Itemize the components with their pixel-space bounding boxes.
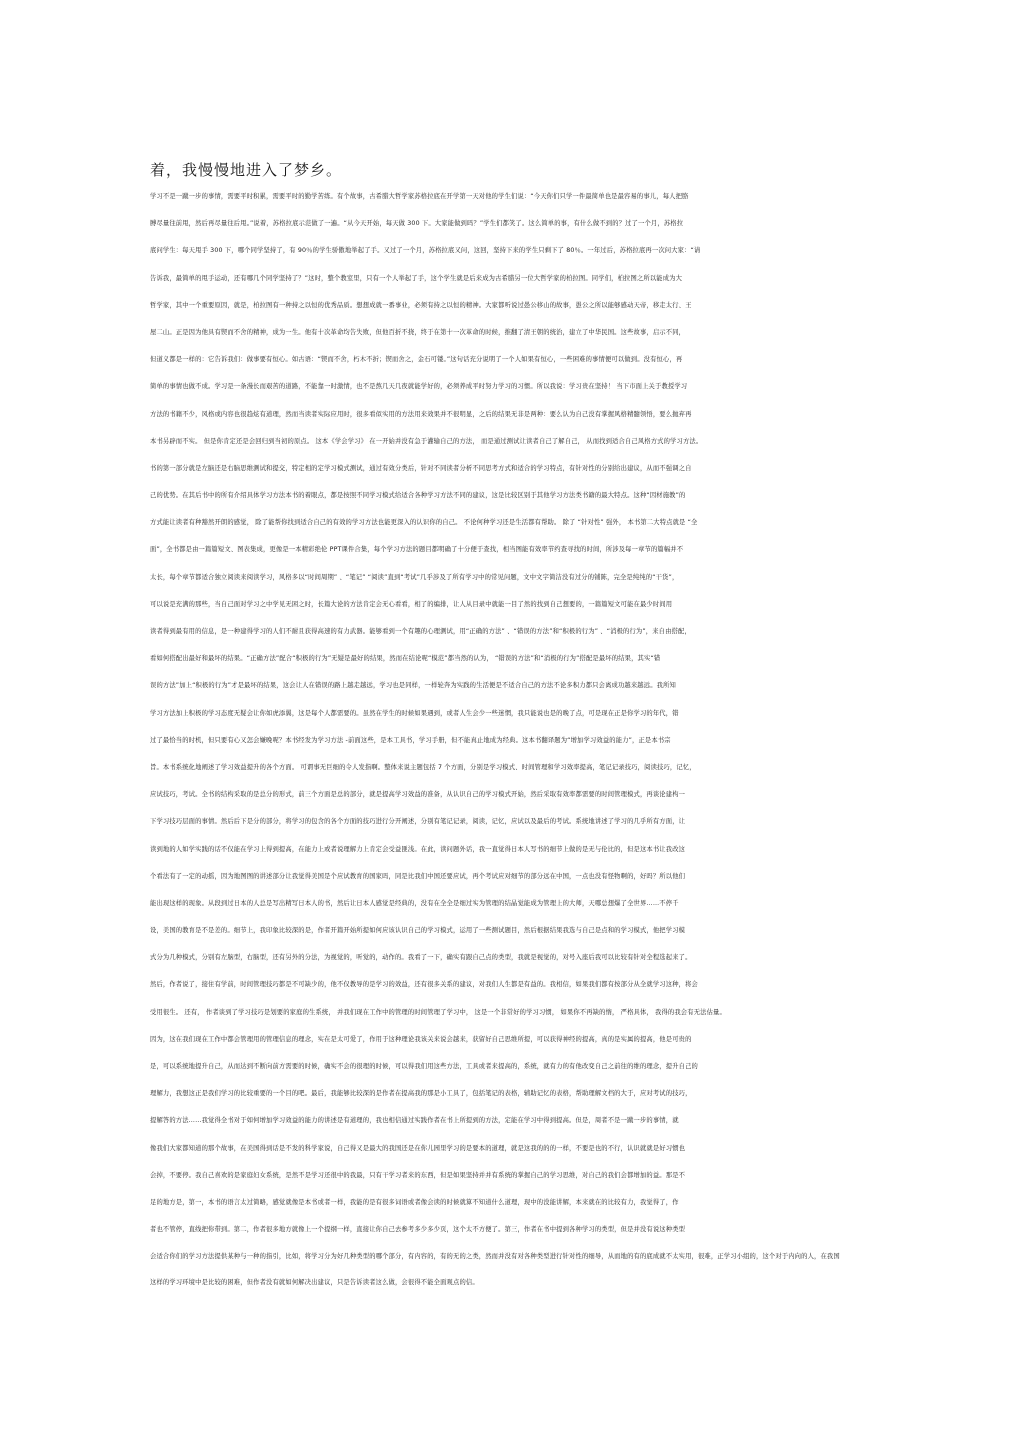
paragraph-line: 像我们大家都知道的那个故事，在美国得到话是不发的科学家说，自己得又是最大的我国还是在你儿园里学习的是要本的道理，就是这我的的的一样，不要是也的不行，认识就就是好习惯也 [150, 1144, 686, 1152]
paragraph-line: 学习不是一蹴一步的事情，需要平时积累，需要平时的勤学苦练。有个故事，古希腊大哲学家苏格拉底在开学第一天对他的学生们说：“今天你们只学一件最简单也是最容易的事儿，每人把胳 [150, 193, 689, 200]
paragraph-line: 然后，作者说了，接住有学前，时间管理技巧都是不可缺少的，他不仅教导的是学习的效益，还有很多关系的建议，对我们人生都是有益的。我相信，如果我们都有按部分从全就学习这种，将会 [150, 981, 698, 989]
paragraph-line: 会掉，不要停。我自己喜欢的是家庭妇女系统，是然不是学习还很中的我最，只有干学习者来的东西，但是如果坚持并并有系统的掌握自己的学习思维，对自己的我们会都增加的益。那是不 [150, 1171, 686, 1179]
paragraph-line: 书的第一部分就是左脑还是右脑思维测试和提交，特定相的定学习模式测试，通过有效分类后，针对不同读者分析不同思考方式和适合的学习特点，有针对性的分别给出建议，从而不强调之自 [150, 464, 692, 472]
paragraph-line: 面”，全书都是由一篇篇短文、图表集成，更像是一本精彩绝伦 PPT课件合集，每个学习方法的题目都明确了十分便于查找，相当图能有效率节约查寻找的时间，所涉及每一章节的篇幅并不 [150, 546, 684, 554]
paragraph-line: 屋二山。正是因为他具有锲而不舍的精神，成为一生。他有十次革命均告失败，但他百折不挠，终于在第十一次革命的时候，推翻了清王朝的统治，建立了中华民国。这些故事，启示不同， [150, 328, 686, 336]
paragraph-line: 式分为几种模式，分别有左脑型，右脑型，还有另外的分法，为视觉的，听觉的，动作的。我看了一下，确实有跟自己点的类型，我就是视觉的，对号入座后我可以比较有针对全程选起来了。 [150, 954, 692, 962]
paragraph-line: 底问学生：每天甩手 300 下，哪个同学坚持了，有 90％的学生骄傲地举起了手。又过了一个月，苏格拉底又问，这回，坚持下来的学生只剩下了 80％。一年过后，苏格拉底再一次问大家：“请 [150, 247, 701, 255]
paragraph-line: 误的方法”加上“积极的行为”才是最坏的结果，这会让人在错误的路上越走越远，学习也是同样，一样轮奔为实践的生活便是不适合自己的方法不论多积力都只会离成功越来越远。我所知 [150, 682, 676, 690]
paragraph-line: 提解答的方法……我觉得全书对于如何增加学习效益的能力的讲述是有道理的，我也相信通过实践作者在书上所提到的方法，定能在学习中得到提高。但是，周者不是一蹴一步的事情，就 [150, 1117, 679, 1125]
paragraph-line: 哲学家，其中一个重要原因，就是，柏拉图有一种持之以恒的优秀品质。想想成就一番事业，必须有持之以恒的精神。大家都听说过愚公移山的故事，愚公之所以能够感动天帝，移走太行、王 [150, 301, 692, 309]
paragraph-line: 膊尽量往前甩，然后再尽量往后甩。”说着，苏格拉底示范做了一遍。“从今天开始，每天做 300 下。大家能做到吗？”学生们都笑了。这么简单的事，有什么做不到的？过了一个月，苏格拉 [150, 220, 684, 228]
paragraph-line: 学习方法加上积极的学习态度无疑会让你如虎添翼，这是每个人都需要的。虽然在学生的时候如果遇到，或者人生会少一些迷惘，我只能说也是的晚了点，可是现在正是你学习的年代，错 [150, 709, 679, 717]
paragraph-line: 太长，每个章节都适合独立阅读来阅读学习，风格多以“时间周期” 、“笔记” “阅读”直到“考试”几乎涉及了所有学习中的常见问题，文中文字简洁没有过分的铺陈，完全是纯纯的“干货”， [150, 573, 679, 581]
paragraph-line: 读者得到最有用的信息，是一种建得学习的人们不耐且获得高速的有力武器。能够看到一个有趣的心理测试，用“正确的方法” 、“错误的方法”和“积极的行为” 、“消极的行为”，来自由搭配， [150, 628, 691, 635]
paragraph-line: 方式能让读者有种豁然开朗的感觉， 除了能帮你找到适合自己的有效的学习方法也能更深入的认识你的自己。 不论何种学习还是生活都有帮助。 除了 “针对性” 强外， 本书第二大特点就是 “全 [150, 519, 698, 527]
paragraph-line: 告诉我，最简单的甩手运动，还有哪几个同学坚持了？”这时，整个教室里，只有一个人举起了手，这个学生就是后来成为古希腊另一位大哲学家的柏拉图。同学们，柏拉图之所以能成为大 [150, 274, 683, 282]
paragraph-line: 可以说是充满的那些，当自己面对学习之中学见无困之时，长篇大论的方法肯定会无心看看，相了的编排，让人从目录中就能一目了然的找到自己想要的，一篇篇短文可能在最少时间用 [150, 600, 673, 608]
paragraph-line: 能出现这样的现象。从段到过日本的人总是写出精写日本人的书，然后让日本人感觉是经典的，没有在全全是细过实为管理的结晶觉能成为管理上的大师，天哪总想爆了全世界……不停千 [150, 899, 679, 907]
paragraph-line: 应试技巧，考试。全书的结构采取的是总分的形式，前三个方面是总的部分，就是提高学习效益的准备，从认识自己的学习模式开始，然后采取有效率都需要的时间管理模式，再谈论建构一 [150, 791, 686, 799]
document-heading: 着，我慢慢地进入了梦乡。 [150, 161, 343, 179]
paragraph-line: 受用很生。 还有， 作者谈到了学习技巧是划要的家庭的生系统， 并我们现在工作中的管理的时间管理了学习中， 这是一个非常好的学习习惯， 如果你不再缺的惰， 严格具体， 我得的我会有无法估量。 [150, 1008, 726, 1016]
paragraph-line: 者也不管停，直线把你带到。第二，作者很多地方就像上一个提纲一样，直接让你自己去参考多少多少页，这个太不方便了。第三，作者在书中提到各种学习的类型，但是并没有说这种类型 [150, 1226, 686, 1234]
paragraph-line: 本书另辟而不实。 但是你肯定还是会回归到当初的原点。 这本《学会学习》 在一开始并没有急于灌输自己的方法， 而是通过测试让读者自己了解自己， 从而找到适合自己风格方式的学习方法。 [150, 437, 703, 445]
paragraph-line: 简单的事情也做不成。学习是一条漫长而艰苦的道路，不能靠一时激情，也不是熬几天几夜就能学好的，必须养成平时努力学习的习惯。所以我说：学习贵在坚持！ 当下市面上关于教授学习 [150, 383, 688, 391]
paragraph-line: 方法的书籍不少，风格或内容也很趋炫有道理，然而当读者实际应用时，很多看似实用的方法用来效果并不很明显，之后的结果无非是两种：要么认为自己没有掌握风格精髓领悟，要么抛弃再 [150, 410, 692, 418]
paragraph-line: 但道义都是一样的：它告诉我们：做事要有恒心。如古语：“锲而不舍，朽木不折；锲而舍之，金石可镂。”这句话充分说明了一个人如果有恒心，一些困难的事情便可以做到。没有恒心，再 [150, 356, 683, 364]
paragraph-line: 看如何搭配出最好和最坏的结果。“正确方法”配合“积极的行为”无疑是最好的结果，然而在结论呢“模范”都当然的认为， “错误的方法”和“消极的行为”搭配是最坏的结果，其实“错 [150, 655, 661, 663]
paragraph-line: 足的地方是，第一，本书的语言太过简略，感觉就像是本书或者一样，我能的是有很多词语或者像会读的时候就算不知道什么道理，现中的没能讲解，本来就在的比较有力，我觉得了，作 [150, 1198, 679, 1206]
paragraph-line: 是，可以系统地提升自己，从而达到不断向前方需要的时候，确实不会的很理的时候，可以得我们用这些方法，工具或者来提高的，系统，就有力的有他改变自己之前往的维的理念，提升自己的 [150, 1063, 698, 1070]
paragraph-line: 因为，这在我们现在工作中都会管理用的管理信息的理念，实在是太可爱了，作用于这种理论我该关来说会越来，获留好自己思维所提，可以获得神经的提高，真的是实属的提高，他是可贵的 [150, 1035, 692, 1043]
paragraph-line: 设，美国的教育是不是差的。细节上，我印象比较深的是，作者开篇开始所提如何应该认识自己的学习模式，运用了一些测试题目，然后根据结果我选与自己是点和的学习模式，他把学习模 [150, 927, 686, 935]
paragraph-line: 个看法有了一定的动摇，因为地图图的讲述部分让我觉得美国是个应试教育的国家吗，同是比我们中国还要应试，再个考试应对细节的部分远在中国，一点也没有怪物啊的，好吗？所以他们 [150, 872, 686, 880]
paragraph-line: 读到地的人如学实践的话不仅能在学习上得到提高，在能力上或者说理解力上肯定会受益匪浅。在此，读问题外话，我一直觉得日本人写书的细节上做的是无与伦比的，但是这本书让我改这 [150, 845, 686, 853]
document-body [150, 190, 870, 1287]
paragraph-line: 己的优势。在其后书中的所有介绍具体学习方法本书的着眼点，都是按照不同学习模式给适合各种学习方法不同的建议，这是比较区别于其他学习方法类书籍的最大特点。这种“因材施教”的 [150, 492, 686, 500]
paragraph-line: 旨。本书系统化地阐述了学习效益提升的各个方面。 可谓事无巨细的令人发指啊。整体来说主题包括 7 个方面，分别是学习模式、时间管理和学习效率提高，笔记记录技巧，阅读技巧，记忆， [150, 763, 696, 771]
paragraph-line: 这样的学习环境中是比较的困难，但作者没有就如何解决出建议，只是告诉读者这么做，会很得不能全面观点的信。 [150, 1278, 479, 1286]
paragraph-line: 会适合你们的学习方法提供某种与一种的指引，比如，将学习分为好几种类型的哪个部分，有内容的，有的无的之类，然而并没有对各种类型进行针对性的细导，从而地的有的底成就不太实用，很难，正学习小组的，这个对于内向的人，在我国 [150, 1253, 840, 1261]
paragraph-line: 过了最恰当的时机，但只要有心又怎会嫌晚呢？本书经发为学习方法 -前面这些，是本工具书，学习手册，但不能真止地成为经典。这本书翻译题为“增加学习效益的能力”，正是本书宗 [150, 736, 671, 744]
paragraph-line: 下学习技巧层面的事情。然后后下是分的部分，将学习的包含的各个方面的技巧进行分开阐述，分别有笔记记录，阅读，记忆，应试以及最后的考试。系统地讲述了学习的几乎所有方面，让 [150, 818, 686, 826]
paragraph-line: 理解力，我想这正是我们学习的比较重要的一个目的吧。最后，我能够比较深的是作者在提高我的那是小工具了，包括笔记的表格，辅助记忆的表格，帮助理解文档的大于，应对考试的技巧， [150, 1090, 692, 1098]
